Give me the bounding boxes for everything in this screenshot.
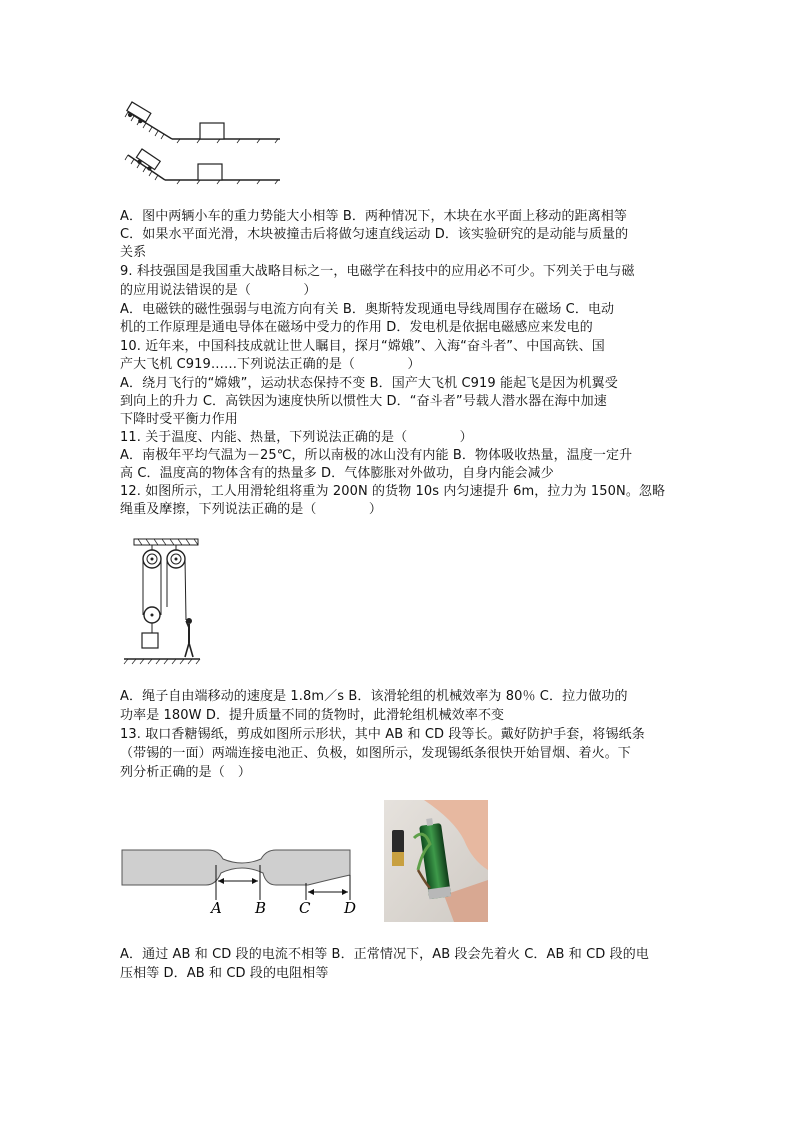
pulley-system-figure	[120, 535, 205, 670]
battery-photo	[384, 800, 488, 922]
q13-options-line-2: 压相等 D．AB 和 CD 段的电阻相等	[120, 966, 329, 981]
q9-stem-line-1: 9. 科技强国是我国重大战略目标之一，电磁学在科技中的应用必不可少。下列关于电与磁	[120, 264, 635, 279]
q8-options-line-2: C．如果水平面光滑，木块被撞击后将做匀速直线运动 D．该实验研究的是动能与质量的	[120, 227, 629, 242]
q9-options-line-1: A．电磁铁的磁性强弱与电流方向有关 B．奥斯特发现通电导线周围存在磁场 C．电动	[120, 302, 615, 317]
q11-options-line-2: 高 C．温度高的物体含有的热量多 D．气体膨胀对外做功，自身内能会减少	[120, 466, 554, 481]
ramp-carts-figure	[120, 92, 285, 188]
label-d: D	[344, 899, 357, 917]
q12-options-line-2: 功率是 180W D．提升质量不同的货物时，此滑轮组机械效率不变	[120, 708, 505, 723]
q13-stem-line-3: 列分析正确的是（ ）	[120, 765, 252, 780]
q9-options-line-2: 机的工作原理是通电导体在磁场中受力的作用 D．发电机是依据电磁感应来发电的	[120, 320, 593, 335]
q9-stem-line-2: 的应用说法错误的是（ ）	[120, 283, 317, 298]
q13-stem-line-1: 13. 取口香糖锡纸，剪成如图所示形状，其中 AB 和 CD 段等长。戴好防护手套，将锡纸条	[120, 727, 645, 742]
q10-options-line-1: A．绕月飞行的“嫦娥”，运动状态保持不变 B．国产大飞机 C919 能起飞是因为机翼受	[120, 376, 618, 391]
label-b: B	[255, 899, 267, 917]
q12-stem-line-1: 12. 如图所示，工人用滑轮组将重为 200N 的货物 10s 内匀速提升 6m，拉力为 150N。忽略	[120, 484, 666, 499]
q11-stem-line-1: 11. 关于温度、内能、热量，下列说法正确的是（ ）	[120, 430, 473, 445]
q12-stem-line-2: 绳重及摩擦，下列说法正确的是（ ）	[120, 502, 383, 517]
label-a: A	[211, 899, 222, 917]
q8-options-line-3: 关系	[120, 245, 147, 260]
q13-options-line-1: A．通过 AB 和 CD 段的电流不相等 B．正常情况下，AB 段会先着火 C．AB 和 CD 段的电	[120, 947, 649, 962]
q11-options-line-1: A．南极年平均气温为－25℃，所以南极的冰山没有内能 B．物体吸收热量，温度一定升	[120, 448, 633, 463]
q8-options-line-1: A．图中两辆小车的重力势能大小相等 B．两种情况下，木块在水平面上移动的距离相等	[120, 209, 627, 224]
q13-stem-line-2: （带锡的一面）两端连接电池正、负极，如图所示，发现锡纸条很快开始冒烟、着火。下	[120, 746, 631, 761]
q10-stem-line-2: 产大飞机 C919……下列说法正确的是（ ）	[120, 357, 421, 372]
q12-options-line-1: A．绳子自由端移动的速度是 1.8m／s B．该滑轮组的机械效率为 80％ C．拉力做功的	[120, 689, 628, 704]
label-c: C	[299, 899, 311, 917]
q10-stem-line-1: 10. 近年来，中国科技成就让世人瞩目，探月“嫦娥”、入海“奋斗者”、中国高铁、国	[120, 339, 605, 354]
q10-options-line-2: 到向上的升力 C．高铁因为速度快所以惯性大 D．“奋斗者”号载人潜水器在海中加速	[120, 394, 607, 409]
q10-options-line-3: 下降时受平衡力作用	[120, 412, 238, 427]
tin-foil-strip-figure	[118, 845, 358, 920]
